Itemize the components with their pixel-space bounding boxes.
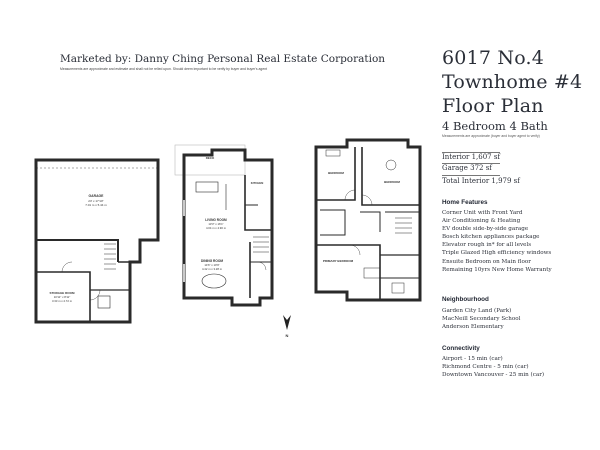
bedroom-label: BEDROOM bbox=[328, 171, 344, 175]
list-item: Richmond Centre - 5 min (car) bbox=[442, 364, 529, 371]
bed-bath-subtitle: 4 Bedroom 4 Bath bbox=[442, 119, 548, 133]
list-item: Ensuite Bedroom on Main floor bbox=[442, 258, 531, 265]
list-item: Garden City Land (Park) bbox=[442, 308, 512, 314]
kitchen-label: KITCHEN bbox=[250, 181, 264, 185]
total-area: Total Interior 1,979 sf bbox=[442, 177, 520, 185]
garage-area: Garage 372 sf bbox=[442, 164, 492, 172]
primary-bedroom-label: PRIMARY BEDROOM bbox=[322, 259, 354, 263]
living-room-metric: 4.04 m x 4.90 m bbox=[205, 226, 227, 230]
storage-label: STORAGE ROOM bbox=[49, 291, 75, 295]
living-room-dims: 13'3" x 16'1" bbox=[208, 222, 224, 226]
north-arrow-icon bbox=[283, 315, 291, 330]
list-item: Elevator rough in* for all levels bbox=[442, 242, 532, 249]
living-room-label: LIVING ROOM bbox=[205, 218, 227, 222]
dining-room-dims: 14'6" x 10'9" bbox=[204, 263, 220, 267]
list-item: Anderson Elementary bbox=[442, 324, 504, 331]
list-item: EV double side-by-side garage bbox=[442, 226, 529, 233]
list-item: Corner Unit with Front Yard bbox=[442, 210, 523, 216]
unit-title: Townhome #4 bbox=[442, 71, 583, 93]
deck-label: DECK bbox=[205, 156, 215, 160]
garage-dims: 23' x 17'10" bbox=[88, 199, 104, 203]
storage-metric: 3.33 m x 2.72 m bbox=[51, 299, 73, 303]
list-item: Bosch kitchen appliances package bbox=[442, 234, 540, 241]
address-title: 6017 No.4 bbox=[442, 47, 545, 69]
dining-room-label: DINING ROOM bbox=[201, 259, 223, 263]
list-item: Downtown Vancouver - 25 min (car) bbox=[442, 372, 545, 379]
marketed-by: Marketed by: Danny Ching Personal Real Estate Corporation bbox=[60, 53, 386, 65]
connectivity-heading: Connectivity bbox=[442, 345, 480, 352]
interior-area: Interior 1,607 sf bbox=[442, 153, 501, 161]
upper-floor-plan bbox=[316, 140, 420, 300]
measurement-note: Measurements are approximate (buyer and buyer agent to verify) bbox=[442, 134, 540, 138]
home-features-heading: Home Features bbox=[442, 199, 488, 206]
bedroom-label: BEDROOM bbox=[384, 180, 400, 184]
list-item: Air Conditioning & Heating bbox=[442, 218, 521, 225]
list-item: MacNeill Secondary School bbox=[442, 316, 521, 323]
storage-dims: 10'11" x 8'11" bbox=[53, 295, 71, 299]
list-item: Triple Glazed High efficiency windows bbox=[442, 250, 552, 257]
garage-label: GARAGE bbox=[88, 194, 104, 198]
garage-metric: 7.01 m x 5.44 m bbox=[85, 203, 107, 207]
list-item: Airport - 15 min (car) bbox=[442, 356, 503, 362]
dining-room-metric: 4.42 m x 3.28 m bbox=[201, 267, 223, 271]
floor-plan-title: Floor Plan bbox=[442, 95, 544, 117]
neighbourhood-heading: Neighbourhood bbox=[442, 296, 489, 303]
list-item: Remaining 10yrs New Home Warranty bbox=[442, 266, 552, 273]
north-label: N bbox=[285, 333, 289, 338]
disclaimer: Measurements are approximate and estimate and shall not be relied upon. Should deem important to be verify by buyer and buyer's agent bbox=[60, 67, 268, 71]
